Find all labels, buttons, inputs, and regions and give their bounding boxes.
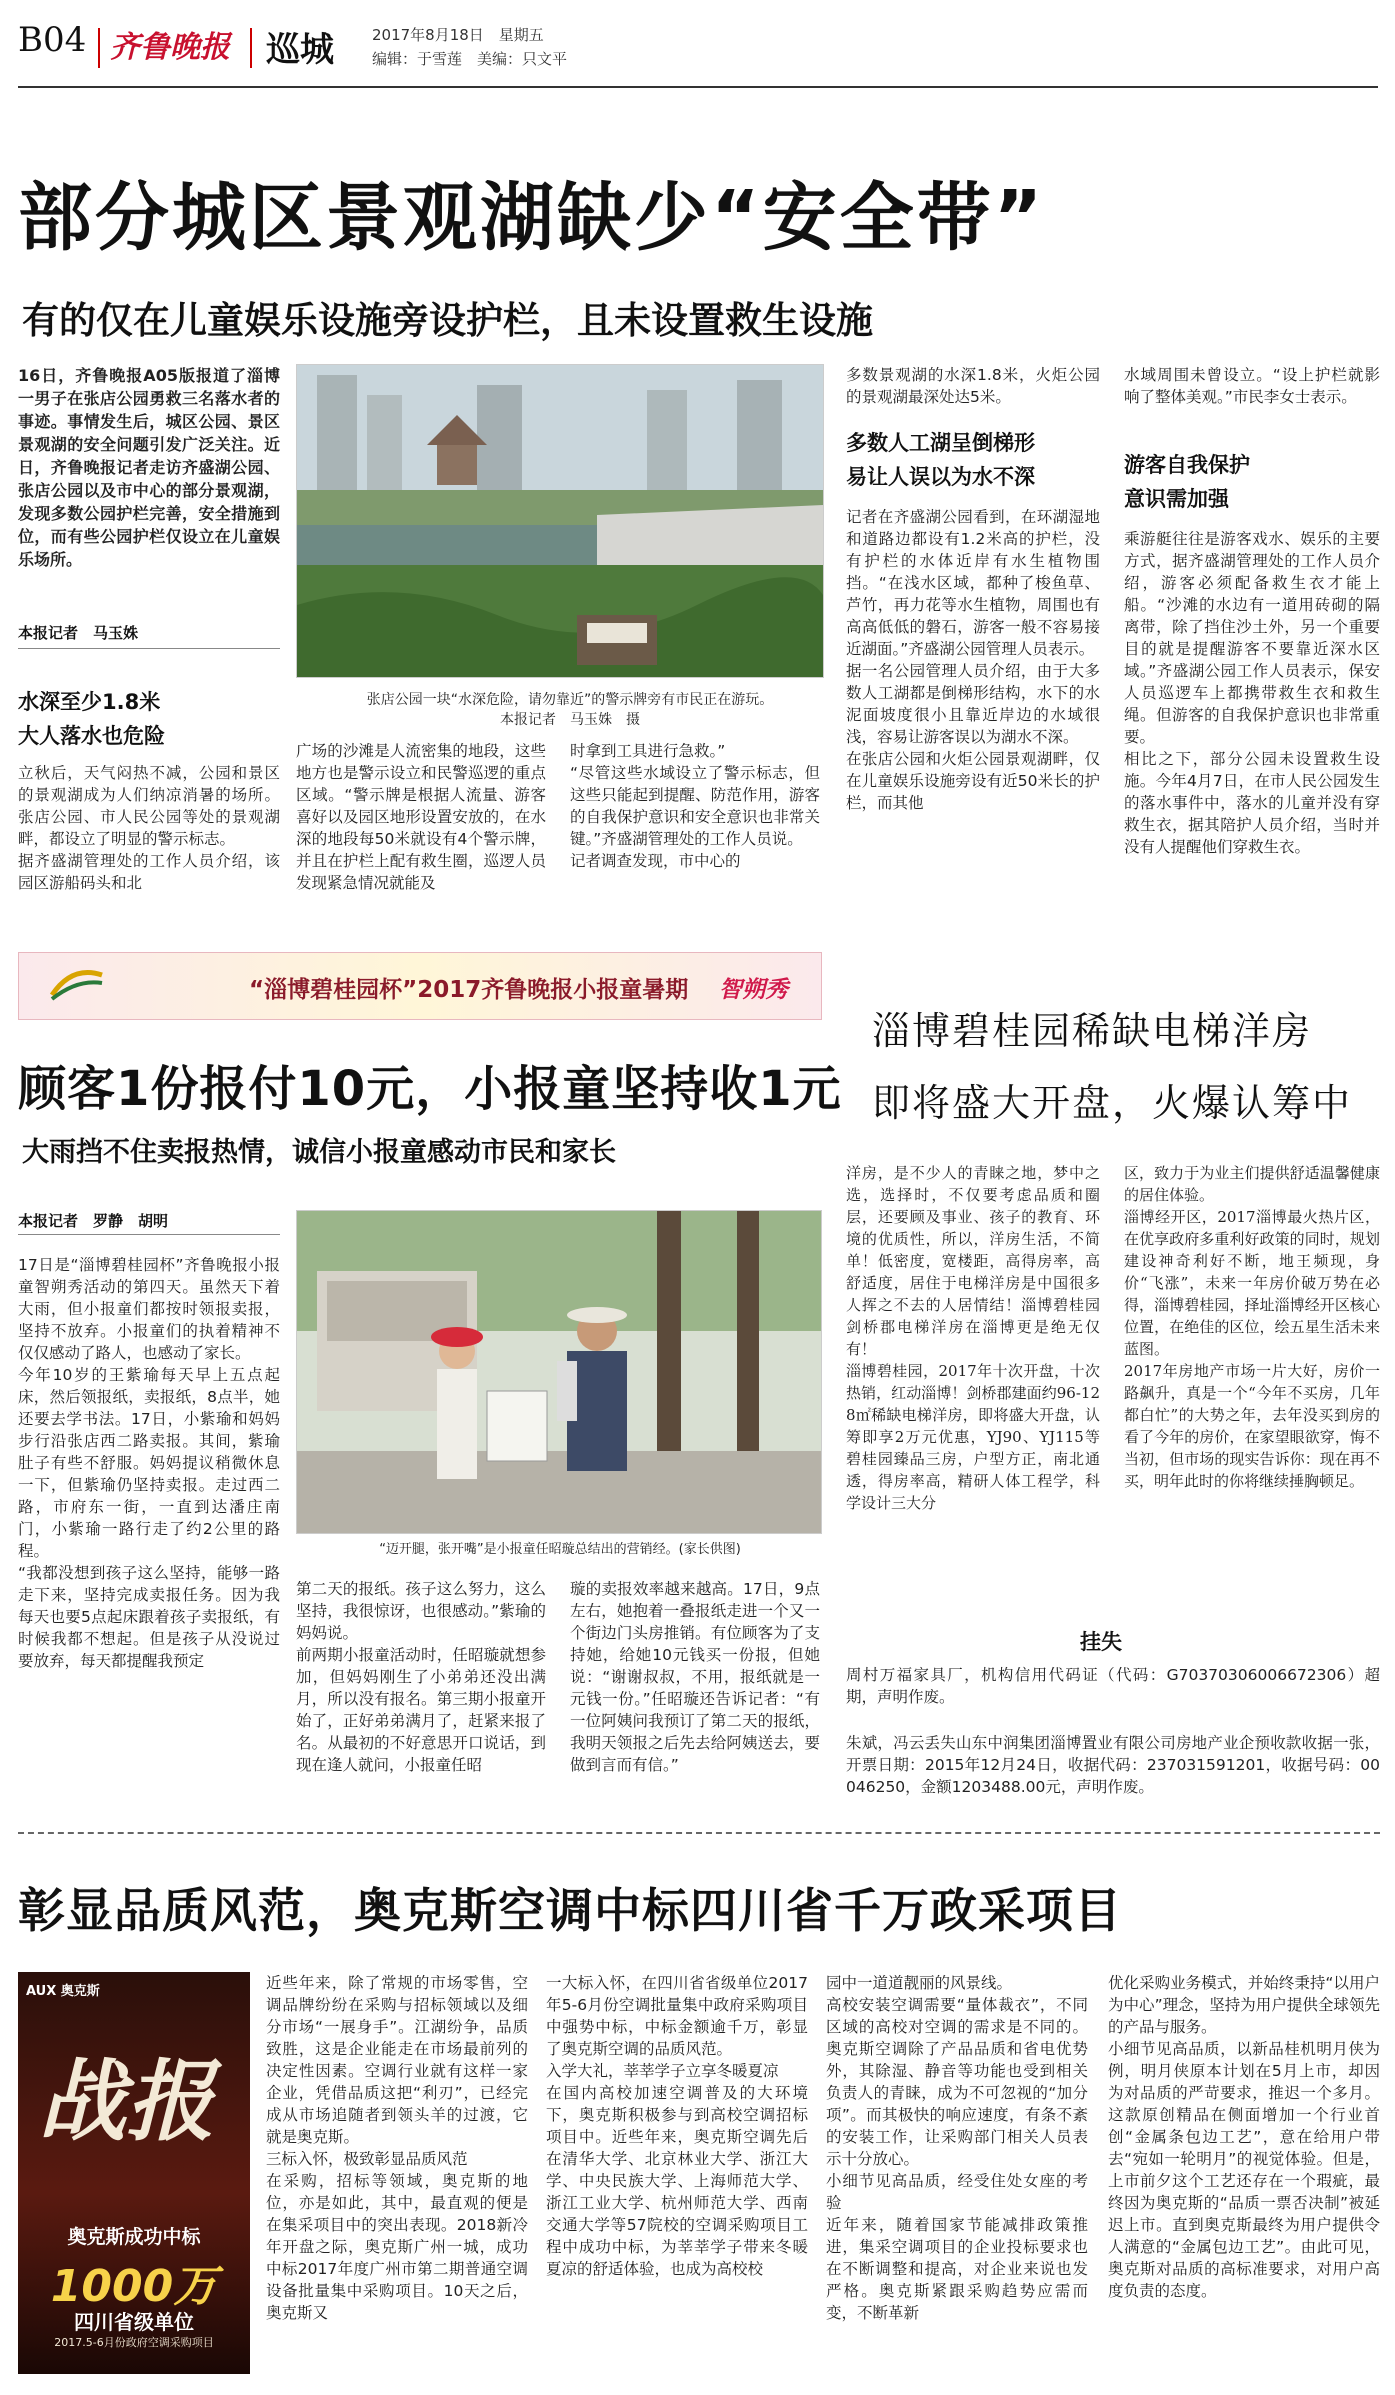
article1-lead: 16日，齐鲁晚报A05版报道了淄博一男子在张店公园勇救三名落水者的事迹。事情发生后，城区公园、景区景观湖的安全问题引发广泛关注。近日，齐鲁晚报记者走访齐盛湖公园、张店公园以及市中心的部分景观湖，发现多数公园护栏完善，安全措施到位，而有些公园护栏仅设立在儿童娱乐场所。 — [18, 366, 280, 569]
article2-col2: 第二天的报纸。孩子这么努力，这么坚持，我很惊讶，也很感动。”紫瑜的妈妈说。 前两期小报童活动时，任昭璇就想参加，但妈妈刚生了小弟弟还没出满月，所以没有报名。第三期小报童开始了，正好弟弟满月了，赶紧来报了名。从最初的不好意思开口说话，到现在逢人就问，小报童任昭 — [296, 1580, 546, 1774]
poster-line-1: 奥克斯成功中标 — [67, 2226, 201, 2248]
article1-subhead: 有的仅在儿童娱乐设施旁设护栏，且未设置救生设施 — [22, 299, 873, 342]
article2-col3: 璇的卖报效率越来越高。17日，9点左右，她抱着一叠报纸走进一个又一个街边门头房推销。有位顾客为了支持她，给她10元钱买一份报，但她说：“谢谢叔叔，不用，报纸就是一元钱一份。”任昭璇还告诉记者：“有一位阿姨问我预订了第二天的报纸，我明天领报之后先去给阿姨送去，要做到言而有信。” — [570, 1580, 820, 1774]
article1-headline: 部分城区景观湖缺少“安全带” — [18, 175, 1046, 261]
header-rule — [18, 86, 1378, 88]
park-photo-caption: 张店公园一块“水深危险，请勿靠近”的警示牌旁有市民正在游玩。 本报记者 马玉姝 摄 — [366, 692, 774, 728]
article1-col5: 水域周围未曾设立。“设上护栏就影响了整体美观。”市民李女士表示。 — [1124, 366, 1380, 406]
page-number: B04 — [18, 20, 87, 60]
notice-text-2: 朱斌，冯云丢失山东中润集团淄博置业有限公司房地产业企预收款收据一张，开票日期：2015年12月24日，收据代码：237031591201，收据号码：00046250，金额1203488.00元，声明作废。 — [846, 1734, 1380, 1796]
section-title: 巡城 — [266, 30, 334, 70]
header-divider-2 — [250, 28, 252, 68]
issue-date: 2017年8月18日 星期五 — [372, 26, 544, 44]
article1-reporter: 本报记者 马玉姝 — [18, 624, 139, 642]
newsboy-illustration — [297, 1211, 821, 1533]
article1-col4: 多数景观湖的水深1.8米，火炬公园的景观湖最深处达5米。 — [846, 366, 1100, 406]
poster-amount: 1000万 — [50, 2261, 218, 2312]
park-lake-photo — [296, 364, 824, 678]
article1-subhead-1: 水深至少1.8米 大人落水也危险 — [18, 690, 165, 748]
article3-headline: 彰显品质风范，奥克斯空调中标四川省千万政采项目 — [18, 1884, 1122, 1939]
article2-col1: 17日是“淄博碧桂园杯”齐鲁晚报小报童智朔秀活动的第四天。虽然天下着大雨，但小报童们都按时领报卖报，坚持不放弃。小报童们的执着精神不仅仅感动了路人，也感动了家长。 今年10岁的王紫瑜每天早上五点起床，然后领报纸，卖报纸，8点半，她还要去学书法。17日，小紫瑜和妈妈步行沿张店西二路卖报。其间，紫瑜肚子有些不舒服。妈妈提议稍微休息一下，但紫瑜仍坚持卖报。走过西二路，市府东一街，一直到达潘庄南门，小紫瑜一路行走了约2公里的路程。 “我都没想到孩子这么坚持，能够一路走下来，坚持完成卖报任务。因为我每天也要5点起床跟着孩子卖报纸，有时候我都不想起。但是孩子从没说过要放弃，每天都提醒我预定 — [18, 1256, 280, 1670]
article2-reporter: 本报记者 罗静 胡明 — [18, 1212, 169, 1230]
poster-line-2: 四川省级单位 — [74, 2310, 194, 2334]
park-lake-illustration — [297, 365, 823, 677]
ad-headline-2: 即将盛大开盘，火爆认筹中 — [872, 1081, 1353, 1125]
banner-text: “淄博碧桂园杯”2017齐鲁晚报小报童暑期 — [249, 977, 689, 1003]
ad-headline-1: 淄博碧桂园稀缺电梯洋房 — [872, 1009, 1313, 1053]
section-divider — [18, 1832, 1380, 1834]
article1-col1: 立秋后，天气闷热不减，公园和景区的景观湖成为人们纳凉消暑的场所。张店公园、市人民公园等处的景观湖畔，都设立了明显的警示标志。 据齐盛湖管理处的工作人员介绍，该园区游船码头和北 — [18, 764, 280, 892]
article1-col3: 时拿到工具进行急救。” “尽管这些水域设立了警示标志，但这些只能起到提醒、防范作用，游客的自我保护意识和安全意识也非常关键。”齐盛湖管理处的工作人员说。 记者调查发现，市中心的 — [570, 742, 820, 870]
article1-subhead-3: 游客自我保护 意识需加强 — [1124, 453, 1250, 511]
newsboy-photo — [296, 1210, 822, 1534]
poster-line-3: 2017.5-6月份政府空调采购项目 — [54, 2336, 214, 2349]
article2-subhead: 大雨挡不住卖报热情，诚信小报童感动市民和家长 — [22, 1137, 616, 1168]
poster-big-text: 战报 — [38, 2049, 215, 2153]
article1-subhead-2: 多数人工湖呈倒梯形 易让人误以为水不深 — [846, 431, 1035, 489]
reporter2-rule — [18, 1234, 280, 1235]
notice-title: 挂失 — [1080, 1630, 1122, 1654]
page-header — [0, 0, 1395, 82]
aux-brand: AUX 奥克斯 — [26, 1984, 100, 1999]
article2-headline: 顾客1份报付10元，小报童坚持收1元 — [18, 1061, 842, 1117]
editor-line: 编辑：于雪莲 美编：只文平 — [372, 50, 568, 68]
article3-col1: 近些年来，除了常规的市场零售，空调品牌纷纷在采购与招标领域以及细分市场“一展身手”。江湖纷争，品质致胜，这是企业能走在市场最前列的决定性因素。空调行业就有这样一家企业，凭借品质这把“利刃”，已经完成从市场追随者到领头羊的过渡，它就是奥克斯。 三标入怀，极致彰显品质风范 在采购，招标等领域，奥克斯的地位，亦是如此，其中，最直观的便是在集采项目中的突出表现。2018新冷年开盘之际，奥克斯广州一城，成功中标2017年度广州市第二期普通空调设备批量集中采购项目。10天之后，奥克斯又 — [266, 1974, 528, 2322]
reporter-rule — [18, 648, 280, 649]
newsboy-photo-caption: “迈开腿，张开嘴”是小报童任昭璇总结出的营销经。(家长供图) — [379, 1542, 741, 1557]
event-banner — [18, 952, 822, 1020]
article3-col4: 优化采购业务模式，并始终秉持“以用户为中心”理念，坚持为用户提供全球领先的产品与服务。 小细节见高品质，以新品桂机明月侠为例，明月侠原本计划在5月上市，却因为对品质的严苛要求，推迟一个多月。这款原创精品在侧面增加一个行业首创“金属条包边工艺”，意在给用户带去“宛如一轮明月”的视觉体验。但是，上市前夕这个工艺还存在一个瑕疵，最终因为奥克斯的“品质一票否决制”被延迟上市。直到奥克斯最终为用户提供令人满意的“金属包边工艺”。由此可见，奥克斯对品质的高标准要求，对用户高度负责的态度。 — [1108, 1974, 1380, 2300]
banner-tag: 智朔秀 — [719, 977, 788, 1003]
article3-col3: 园中一道道靓丽的风景线。 高校安装空调需要“量体裁衣”，不同区域的高校对空调的需求是不同的。奥克斯空调除了产品品质和省电优势外，其除湿、静音等功能也受到相关负责人的青睐，成为不可忽视的“加分项”。而其极快的响应速度，有条不紊的安装工作，让采购部门相关人员表示十分放心。 小细节见高品质，经受住处女座的考验 近年来，随着国家节能减排政策推进，集采空调项目的企业投标要求也在不断调整和提高，对企业来说也发严格。奥克斯紧跟采购趋势应需而变，不断革新 — [826, 1974, 1088, 2322]
ad-col2: 区，致力于为业主们提供舒适温馨健康的居住体验。 淄博经开区，2017淄博最火热片区，在优享政府多重利好政策的同时，规划建设神奇利好不断，地王频现，身价“飞涨”，未来一年房价破万势在必得，淄博碧桂园，择址淄博经开区核心位置，在绝佳的区位，绘五星生活未来蓝图。 2017年房地产市场一片大好，房价一路飙升，真是一个“今年不买房，几年都白忙”的大势之年，去年没买到房的看了今年的房价，在家望眼欲穿，悔不当初，但市场的现实告诉你：现在再不买，明年此时的你将继续捶胸顿足。 — [1124, 1164, 1380, 1490]
aux-poster — [18, 1972, 250, 2374]
article1-col4b: 记者在齐盛湖公园看到，在环湖湿地和道路边都设有1.2米高的护栏，没有护栏的水体近岸有水生植物围挡。“在浅水区域，都种了梭鱼草、芦竹，再力花等水生植物，周围也有高高低低的磐石，游客一般不容易接近湖面。”齐盛湖公园管理人员表示。 据一名公园管理人员介绍，由于大多数人工湖都是倒梯形结构，水下的水泥面坡度很小且靠近岸边的水域很浅，容易让游客误以为湖水不深。 在张店公园和火炬公园景观湖畔，仅在儿童娱乐设施旁设有近50米长的护栏，而其他 — [846, 508, 1100, 812]
paper-logo: 齐鲁晚报 — [110, 30, 230, 65]
article1-col5b: 乘游艇往往是游客戏水、娱乐的主要方式，据齐盛湖管理处的工作人员介绍，游客必须配备救生衣才能上船。“沙滩的水边有一道用砖砌的隔离带，除了挡住沙土外，另一个重要目的就是提醒游客不要靠近深水区域。”齐盛湖公园工作人员表示，保安人员巡逻车上都携带救生衣和救生绳。但游客的自我保护意识也非常重要。 相比之下，部分公园未设置救生设施。今年4月7日，在市人民公园发生的落水事件中，落水的儿童并没有穿救生衣，据其陪护人员介绍，当时并没有人提醒他们穿救生衣。 — [1124, 530, 1380, 856]
banner-logo-icon — [47, 965, 107, 1005]
notice-text-1: 周村万福家具厂，机构信用代码证（代码：G70370306006672306）超期，声明作废。 — [846, 1666, 1380, 1706]
article1-col2: 广场的沙滩是人流密集的地段，这些地方也是警示设立和民警巡逻的重点区域。“警示牌是根据人流量、游客喜好以及园区地形设置安放的，在水深的地段每50米就设有4个警示牌，并且在护栏上配有救生圈，巡逻人员发现紧急情况就能及 — [296, 742, 546, 892]
header-divider — [98, 28, 100, 68]
article3-col2: 一大标入怀，在四川省省级单位2017年5-6月份空调批量集中政府采购项目中强势中标，中标金额逾千万，彰显了奥克斯空调的品质风范。 入学大礼，莘莘学子立享冬暖夏凉 在国内高校加速空调普及的大环境下，奥克斯积极参与到高校空调招标项目中。近些年来，奥克斯空调先后在清华大学、北京林业大学、浙江大学、中央民族大学、上海师范大学、浙江工业大学、杭州师范大学、西南交通大学等57院校的空调采购项目工程中成功中标，为莘莘学子带来冬暖夏凉的舒适体验，也成为高校校 — [546, 1974, 808, 2278]
ad-col1: 洋房，是不少人的青睐之地，梦中之选，选择时，不仅要考虑品质和圈层，还要顾及事业、孩子的教育、环境的优质性，所以，洋房生活，不简单！低密度，宽楼距，高得房率，高舒适度，居住于电梯洋房是中国很多人挥之不去的人居情结！淄博碧桂园剑桥郡电梯洋房在淄博更是绝无仅有！ 淄博碧桂园，2017年十次开盘，十次热销，红动淄博！剑桥郡建面约96-128㎡稀缺电梯洋房，即将盛大开盘，认筹即享2万元优惠，YJ90、YJ115等碧桂园臻品三房，户型方正，南北通透，得房率高，精研人体工程学，科学设计三大分 — [846, 1164, 1100, 1512]
